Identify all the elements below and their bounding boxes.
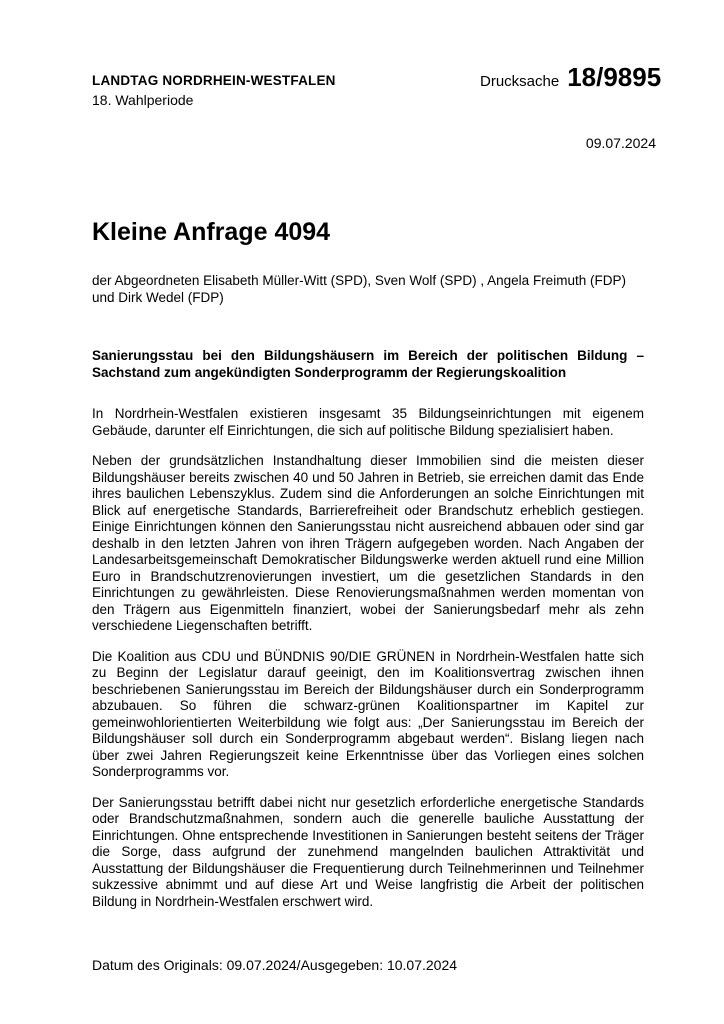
document-date: 09.07.2024 [585,135,656,151]
paragraph: Der Sanierungsstau betrifft dabei nicht nur gesetzlich erforderliche energetische Standards oder Brandschutzmaßnahmen, sondern auch die generelle bauliche Ausstattung der Einrichtungen. Ohne entsprechende Investitionen in Sanierungen besteht seitens der Träger die Sorge, dass aufgrund der zunehmend mangelnden baulichen Attraktivität und Ausstattung der Bildungshäuser die Frequentierung durch Teilnehmerinnen und Teilnehmer sukzessive abnimmt und auf diese Art und Weise langfristig die Arbeit der politischen Bildung in Nordrhein-Westfalen erschwert wird. [92,794,644,909]
page-title: Kleine Anfrage 4094 [92,218,331,246]
parliament-name: LANDTAG NORDRHEIN-WESTFALEN [92,73,336,88]
document-label: Drucksache [480,73,560,90]
paragraph: In Nordrhein-Westfalen existieren insgesamt 35 Bildungseinrichtungen mit eigenem Gebäude, darunter elf Einrichtungen, die sich auf politische Bildung spezialisiert haben. [92,406,644,438]
subject-heading: Sanierungsstau bei den Bildungshäusern im Bereich der politischen Bildung – Sachstand zum angekündigten Sonderprogramm der Regierungskoalition [92,348,644,380]
authors: der Abgeordneten Elisabeth Müller-Witt (SPD), Sven Wolf (SPD) , Angela Freimuth (FDP) und Dirk Wedel (FDP) [92,273,626,305]
footer-dates: Datum des Originals: 09.07.2024/Ausgegeben: 10.07.2024 [92,957,458,973]
document-reference [480,62,661,93]
paragraph: Die Koalition aus CDU und BÜNDNIS 90/DIE GRÜNEN in Nordrhein-Westfalen hatte sich zu Beginn der Legislatur darauf geeinigt, den im Koalitionsvertrag zwischen ihnen beschriebenen Sanierungsstau im Bereich der Bildungshäuser durch ein Sonderprogramm abzubauen. So führen die schwarz-grünen Koalitionspartner im Kapitel zur gemeinwohlorientierten Weiterbildung wie folgt aus: „Der Sanierungsstau im Bereich der Bildungshäuser soll durch ein Sonderprogramm abgebaut werden“. Bislang liegen nach über zwei Jahren Regierungszeit keine Erkenntnisse über das Vorliegen eines solchen Sonderprogramms vor. [92,648,644,779]
paragraph: Neben der grundsätzlichen Instandhaltung dieser Immobilien sind die meisten dieser Bildungshäuser bereits zwischen 40 und 50 Jahren in Betrieb, sie erreichen damit das Ende ihres baulichen Lebenszyklus. Zudem sind die Anforderungen an solche Einrichtungen mit Blick auf energetische Standards, Barrierefreiheit oder Brandschutz erheblich gestiegen. Einige Einrichtungen können den Sanierungsstau nicht ausreichend abbauen oder sind gar deshalb in den letzten Jahren von ihren Trägern aufgegeben worden. Nach Angaben der Landesarbeitsgemeinschaft Demokratischer Bildungswerke werden aktuell rund eine Million Euro in Brandschutzrenovierungen investiert, um die gesetzlichen Standards in den Einrichtungen zu gewährleisten. Diese Renovierungsmaßnahmen werden momentan von den Trägern aus Eigenmitteln finanziert, wobei der Sanierungsbedarf mehr als zehn verschiedene Liegenschaften betrifft. [92,453,644,633]
body-text [92,406,644,924]
document-number: 18/9895 [567,62,662,92]
legislative-period: 18. Wahlperiode [92,92,194,108]
